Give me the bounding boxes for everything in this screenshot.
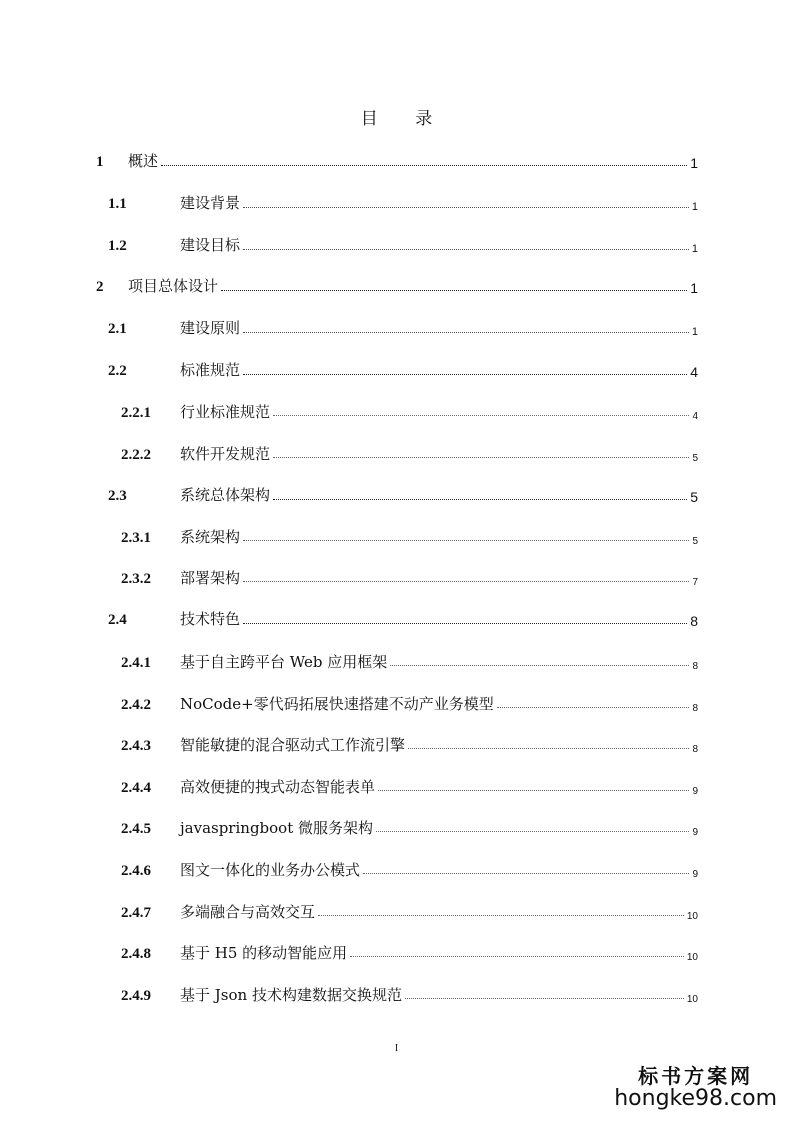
toc-page: 10 [686, 994, 698, 1005]
toc-number: 2.3.2 [121, 571, 151, 587]
toc-entry[interactable] [108, 187, 698, 213]
toc-number: 2 [96, 279, 104, 295]
toc-entry[interactable] [108, 479, 698, 505]
toc-leader [390, 665, 689, 666]
toc-leader [376, 831, 689, 832]
toc-leader [350, 956, 684, 957]
toc-leader [363, 873, 689, 874]
toc-number: 2.4.7 [121, 905, 151, 921]
toc-title: 图文一体化的业务办公模式 [180, 861, 361, 879]
toc-title: 建设目标 [180, 236, 241, 254]
toc-page: 5 [692, 453, 698, 464]
toc-title: 系统架构 [180, 528, 241, 546]
toc-title: 技术特色 [180, 610, 241, 628]
toc-entry[interactable] [121, 937, 698, 963]
watermark-url: hongke98.com [614, 1086, 777, 1111]
page-title: 目 录 [360, 109, 449, 129]
toc-entry[interactable] [108, 354, 698, 380]
toc-leader [243, 332, 689, 333]
toc-title: 建设原则 [180, 319, 241, 337]
toc-entry[interactable] [121, 688, 698, 714]
toc-page: 1 [691, 326, 698, 338]
toc-leader [408, 748, 689, 749]
toc-title: 建设背景 [180, 194, 241, 212]
toc-entry[interactable] [121, 854, 698, 880]
toc-leader [273, 499, 687, 500]
toc-title: 项目总体设计 [128, 277, 219, 295]
toc-leader [243, 581, 689, 582]
toc-title: 部署架构 [180, 569, 241, 587]
toc-title: 智能敏捷的混合驱动式工作流引擎 [180, 736, 406, 754]
toc-page: 4 [690, 364, 698, 380]
toc-leader [273, 415, 689, 416]
toc-leader [243, 207, 689, 208]
toc-page: 8 [692, 744, 698, 755]
toc-title: 基于自主跨平台 Web 应用框架 [180, 653, 388, 671]
toc-number: 2.4.1 [121, 655, 151, 671]
toc-entry[interactable] [121, 979, 698, 1005]
toc-entry[interactable] [121, 438, 698, 464]
toc-number: 1.2 [108, 238, 127, 254]
toc-page: 7 [692, 577, 698, 588]
toc-number: 2.2.1 [121, 405, 151, 421]
toc-title: 高效便捷的拽式动态智能表单 [180, 778, 376, 796]
toc-entry[interactable] [121, 521, 698, 547]
watermark-logo [614, 1066, 777, 1110]
toc-title: 基于 Json 技术构建数据交换规范 [180, 986, 402, 1004]
toc-title: 标准规范 [180, 361, 241, 379]
toc-entry[interactable] [121, 771, 698, 797]
toc-leader [243, 540, 689, 541]
toc-entry[interactable] [121, 896, 698, 922]
toc-entry[interactable] [108, 312, 698, 338]
toc-leader [221, 290, 687, 291]
toc-number: 2.1 [108, 321, 127, 337]
toc-page: 4 [692, 411, 698, 422]
toc-page: 5 [692, 536, 698, 547]
toc-page: 9 [692, 869, 698, 880]
toc-entry[interactable] [96, 145, 698, 171]
toc-number: 2.3 [108, 488, 127, 504]
toc-number: 2.4.6 [121, 863, 151, 879]
toc-number: 2.4.8 [121, 946, 151, 962]
page-number: I [394, 1043, 399, 1054]
toc-number: 2.4.4 [121, 780, 151, 796]
toc-number: 2.4.2 [121, 697, 151, 713]
toc-page: 1 [691, 201, 698, 213]
toc-title: 概述 [128, 152, 159, 170]
toc-page: 9 [692, 827, 698, 838]
toc-number: 1.1 [108, 196, 127, 212]
toc-number: 2.4.9 [121, 988, 151, 1004]
watermark-name: 标书方案网 [638, 1064, 754, 1088]
toc-leader [378, 790, 689, 791]
toc-number: 2.3.1 [121, 530, 151, 546]
toc-page: 1 [691, 243, 698, 255]
toc-page: 10 [686, 952, 698, 963]
toc-title: 多端融合与高效交互 [180, 903, 316, 921]
toc-leader [243, 249, 689, 250]
toc-page: 1 [690, 155, 698, 171]
toc-title: 基于 H5 的移动智能应用 [180, 944, 348, 962]
toc-leader [497, 707, 690, 708]
toc-title: NoCode+零代码拓展快速搭建不动产业务模型 [180, 695, 494, 713]
toc-title: javaspringboot 微服务架构 [180, 819, 374, 837]
toc-number: 2.2 [108, 363, 127, 379]
toc-number: 1 [96, 154, 104, 170]
toc-entry[interactable] [121, 396, 698, 422]
toc-entry[interactable] [121, 646, 698, 672]
toc-leader [243, 623, 687, 624]
toc-title: 行业标准规范 [180, 403, 271, 421]
toc-page: 5 [690, 489, 698, 505]
toc-number: 2.4 [108, 612, 127, 628]
toc-entry[interactable] [121, 562, 698, 588]
toc-page: 1 [690, 280, 698, 296]
toc-title: 系统总体架构 [180, 486, 271, 504]
toc-leader [318, 915, 684, 916]
toc-number: 2.2.2 [121, 447, 151, 463]
toc-entry[interactable] [121, 812, 698, 838]
toc-number: 2.4.5 [121, 821, 151, 837]
toc-leader [405, 998, 684, 999]
toc-leader [273, 457, 689, 458]
toc-entry[interactable] [108, 229, 698, 255]
toc-page: 8 [692, 703, 698, 714]
toc-number: 2.4.3 [121, 738, 151, 754]
toc-entry[interactable] [96, 270, 698, 296]
toc-page: 8 [690, 613, 698, 629]
toc-page: 8 [692, 661, 698, 672]
toc-leader [161, 165, 687, 166]
toc-entry[interactable] [108, 603, 698, 629]
toc-entry[interactable] [121, 729, 698, 755]
toc-page: 9 [692, 786, 698, 797]
toc-title: 软件开发规范 [180, 445, 271, 463]
toc-page: 10 [686, 911, 698, 922]
toc-leader [243, 374, 687, 375]
